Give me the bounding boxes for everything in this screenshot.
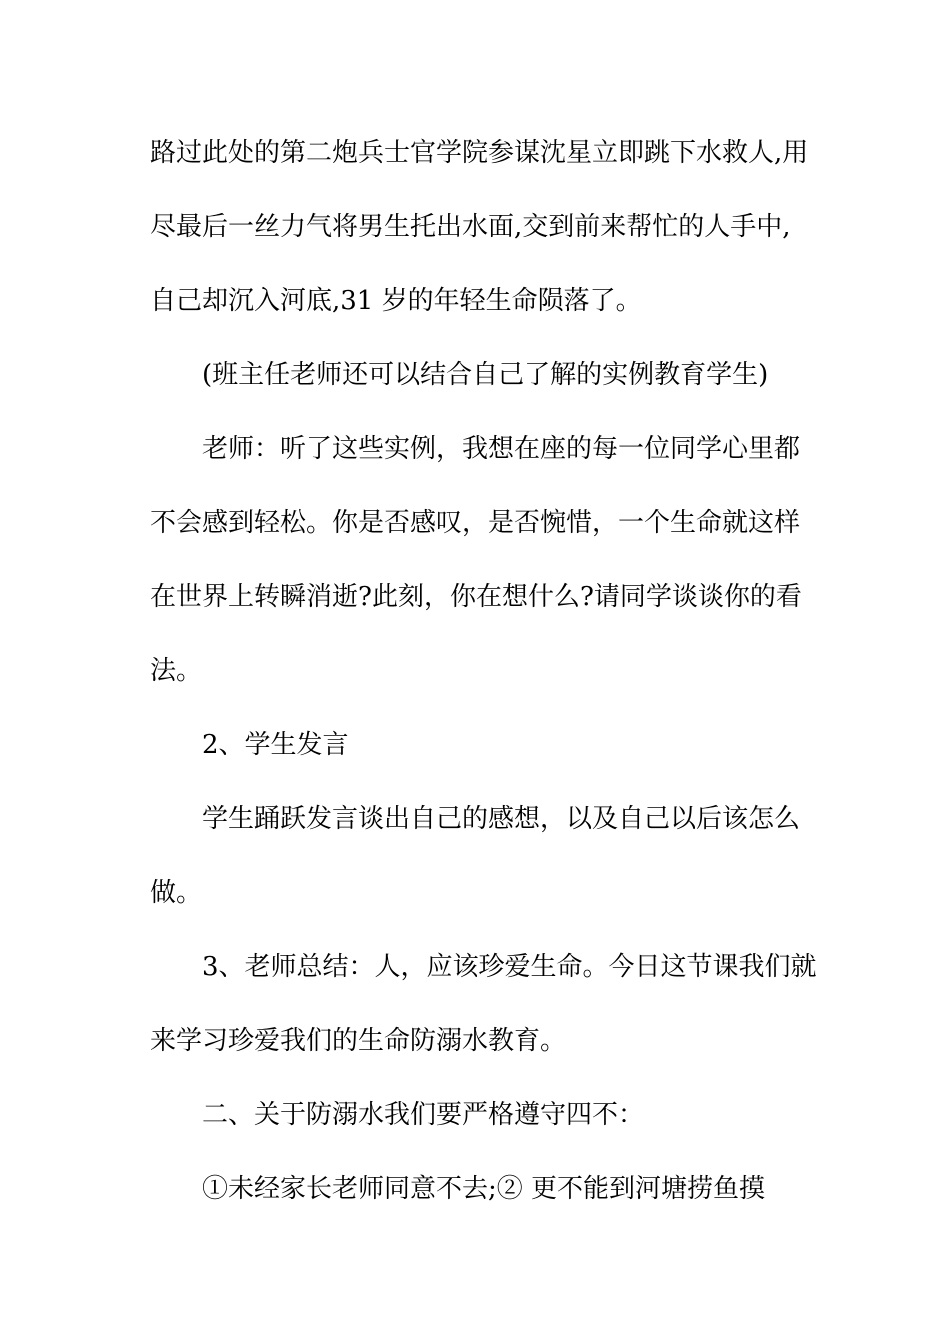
text-line-1: 路过此处的第二炮兵士官学院参谋沈星立即跳下水救人,用	[150, 138, 809, 168]
text-line-7: 在世界上转瞬消逝?此刻，你在想什么?请同学谈谈你的看	[150, 582, 802, 612]
text-line-8: 法。	[150, 656, 203, 686]
text-line-5: 老师：听了这些实例，我想在座的每一位同学心里都	[202, 434, 801, 464]
text-line-3: 自己却沉入河底,31 岁的年轻生命陨落了。	[150, 286, 642, 316]
text-line-13: 来学习珍爱我们的生命防溺水教育。	[150, 1026, 567, 1056]
text-line-10: 学生踊跃发言谈出自己的感想，以及自己以后该怎么	[202, 804, 801, 834]
text-line-6: 不会感到轻松。你是否感叹，是否惋惜，一个生命就这样	[150, 508, 801, 538]
text-line-9: 2、学生发言	[202, 730, 349, 760]
text-line-15: ①未经家长老师同意不去;② 更不能到河塘捞鱼摸	[202, 1174, 766, 1204]
text-line-11: 做。	[150, 878, 203, 908]
text-line-2: 尽最后一丝力气将男生托出水面,交到前来帮忙的人手中,	[150, 212, 791, 242]
text-line-12: 3、老师总结：人，应该珍爱生命。今日这节课我们就	[202, 952, 817, 982]
text-line-4: (班主任老师还可以结合自己了解的实例教育学生)	[202, 360, 769, 390]
text-line-14: 二、关于防溺水我们要严格遵守四不：	[202, 1100, 645, 1130]
